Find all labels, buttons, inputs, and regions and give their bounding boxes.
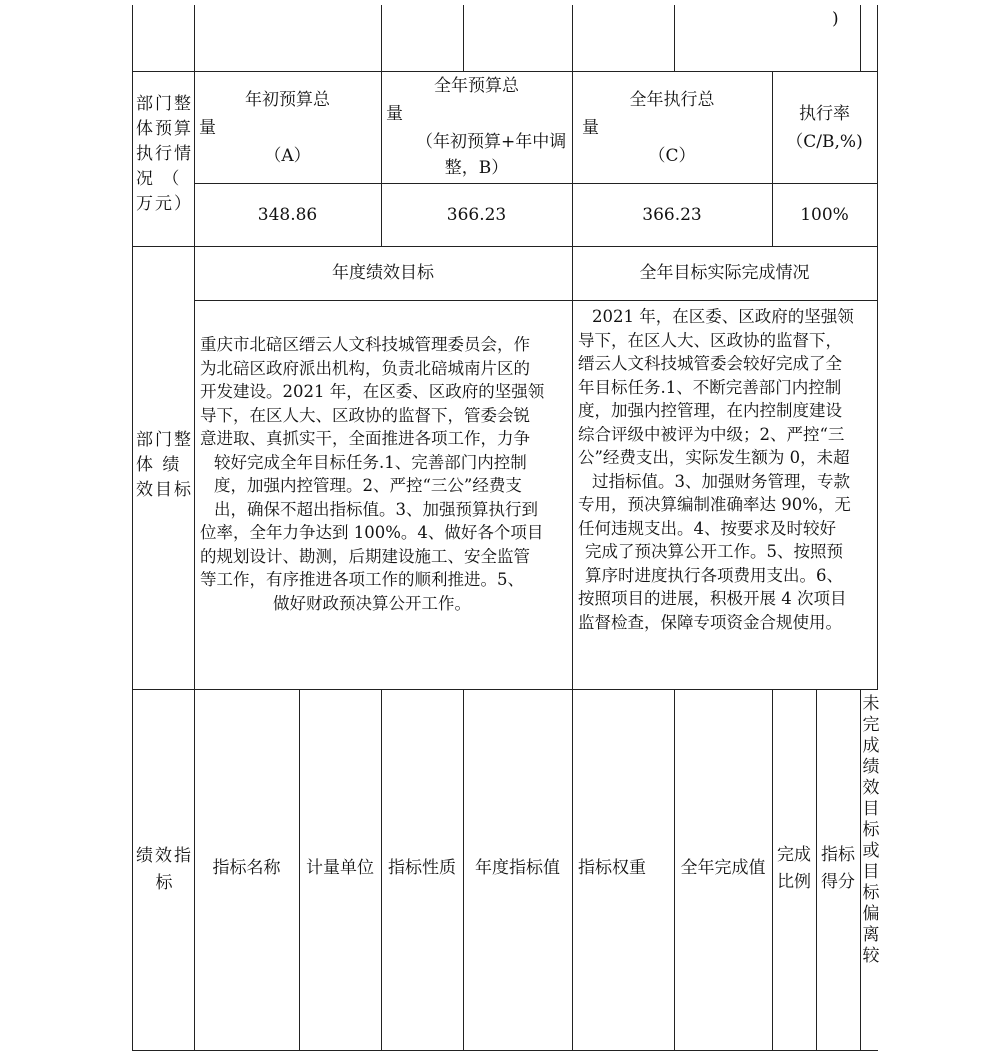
partial-paren: )	[832, 9, 839, 29]
cell-divider	[816, 689, 817, 1051]
actual-completion-text	[578, 305, 876, 634]
col-a-header-line3: （A）	[264, 146, 311, 166]
header-ratio-line1: 完成	[777, 845, 811, 865]
cell-divider	[381, 5, 382, 71]
label-line: 执行情	[136, 144, 193, 164]
actual-line: 公”经费支出，实际发生额为 0，未超	[578, 448, 850, 467]
goal-line: 重庆市北碚区缙云人文科技城管理委员会，作	[200, 335, 530, 354]
budget-row-label	[136, 94, 192, 215]
actual-line: 导下，在区人大、区政协的监督下，	[578, 330, 842, 350]
actual-line: 综合评级中被评为中级；2、严控“三	[578, 424, 845, 444]
label-line: 体预算	[136, 119, 193, 139]
goal-line: 做好财政预决算公开工作。	[273, 593, 471, 613]
goal-line: 意进取、真抓实干，全面推进各项工作，力争	[200, 429, 530, 448]
goal-line: 的规划设计、勘测，后期建设施工、安全监管	[200, 546, 530, 566]
header-ratio-line2: 比例	[777, 872, 811, 892]
header-completed-value: 全年完成值	[680, 858, 766, 878]
col-b-header-line2: 量	[386, 104, 403, 124]
actual-line: 2021 年，在区委、区政府的坚强领	[592, 307, 854, 326]
actual-line: 任何违规支出。4、按要求及时较好	[578, 518, 836, 538]
col-c-header-line3: （C）	[648, 146, 696, 166]
label-line: 效目标	[136, 480, 193, 500]
cell-divider	[674, 5, 675, 71]
actual-line: 监督检查，保障专项资金合规使用。	[578, 612, 842, 632]
actual-line: 算序时进度执行各项费用支出。6、	[585, 565, 843, 585]
goal-line: 出，确保不超出指标值。3、加强预算执行到	[214, 499, 538, 519]
actual-line: 缙云人文科技城管委会较好完成了全	[578, 354, 842, 373]
cell-divider	[572, 5, 573, 71]
value-a: 348.86	[257, 205, 318, 225]
col-a-header-line2: 量	[199, 118, 216, 138]
performance-row-label	[136, 430, 192, 501]
col-d-header-line1: 执行率	[799, 104, 850, 124]
actual-line: 完成了预决算公开工作。5、按照预	[585, 542, 843, 561]
header-indicator-name: 指标名称	[212, 858, 281, 878]
label-line: 部门整	[136, 94, 193, 114]
goal-line: 导下，在区人大、区政协的监督下，管委会锐	[200, 405, 530, 425]
header-annual-value: 年度指标值	[475, 858, 560, 878]
table-border-left	[132, 5, 133, 1051]
indicators-row-label	[136, 846, 192, 894]
cell-divider	[463, 5, 464, 71]
label-line: 部门整	[136, 430, 193, 450]
table-border-right	[877, 5, 878, 690]
header-nature: 指标性质	[388, 858, 456, 878]
col-a-header-line1: 年初预算总	[245, 90, 330, 110]
header-deviation-reason: 未完成绩效目标或目标偏离较	[862, 694, 880, 966]
col-b-header-line4: 整，B）	[444, 158, 509, 178]
row-divider	[132, 689, 878, 690]
actual-line: 过指标值。3、加强财务管理，专款	[592, 471, 850, 491]
annual-goal-text	[200, 333, 568, 615]
goal-line: 等工作，有序推进各项工作的顺利推进。5、	[200, 570, 524, 589]
label-line: 万元）	[136, 194, 193, 214]
label-line: 况 （	[136, 169, 182, 189]
row-divider	[132, 71, 878, 72]
goal-header: 年度绩效目标	[332, 263, 434, 283]
goal-line: 度，加强内控管理。2、严控“三公”经费支	[214, 476, 522, 495]
cell-divider	[772, 689, 773, 1051]
header-score-line2: 得分	[821, 872, 855, 892]
col-c-header-line2: 量	[582, 118, 599, 138]
goal-line: 较好完成全年目标任务.1、完善部门内控制	[214, 452, 527, 472]
label-line: 标	[155, 873, 173, 893]
header-unit: 计量单位	[306, 858, 374, 878]
goal-line: 为北碚区政府派出机构，负责北碚城南片区的	[200, 358, 530, 378]
header-weight: 指标权重	[578, 858, 646, 878]
actual-line: 专用，预决算编制准确率达 90%，无	[578, 495, 851, 514]
cell-divider	[572, 246, 573, 690]
col-d-header-line2: （C/B,%)	[786, 132, 863, 152]
goal-line: 开发建设。2021 年，在区委、区政府的坚强领	[200, 382, 545, 401]
cell-divider	[860, 689, 861, 1051]
actual-line: 度，加强内控管理，在内控制度建设	[578, 401, 842, 420]
label-line: 体 绩	[136, 455, 182, 475]
cell-divider	[194, 5, 195, 71]
cell-divider	[194, 246, 195, 690]
actual-line: 按照项目的进展，积极开展 4 次项目	[578, 589, 847, 608]
goal-line: 位率，全年力争达到 100%。4、做好各个项目	[200, 523, 544, 542]
value-d: 100%	[800, 205, 849, 225]
actual-line: 年目标任务.1、不断完善部门内控制	[578, 377, 842, 397]
row-divider	[194, 183, 878, 184]
row-divider	[194, 300, 878, 301]
row-divider	[132, 1050, 878, 1051]
row-divider	[132, 246, 878, 247]
actual-header: 全年目标实际完成情况	[639, 263, 810, 283]
col-b-header-line3: （年初预算+年中调	[416, 132, 567, 152]
label-line: 绩效指	[136, 846, 193, 866]
value-c: 366.23	[642, 205, 702, 225]
header-score-line1: 指标	[821, 845, 855, 865]
value-b: 366.23	[446, 205, 507, 225]
cell-divider	[860, 5, 861, 71]
col-b-header-line1: 全年预算总	[434, 76, 519, 96]
col-c-header-line1: 全年执行总	[629, 90, 715, 110]
